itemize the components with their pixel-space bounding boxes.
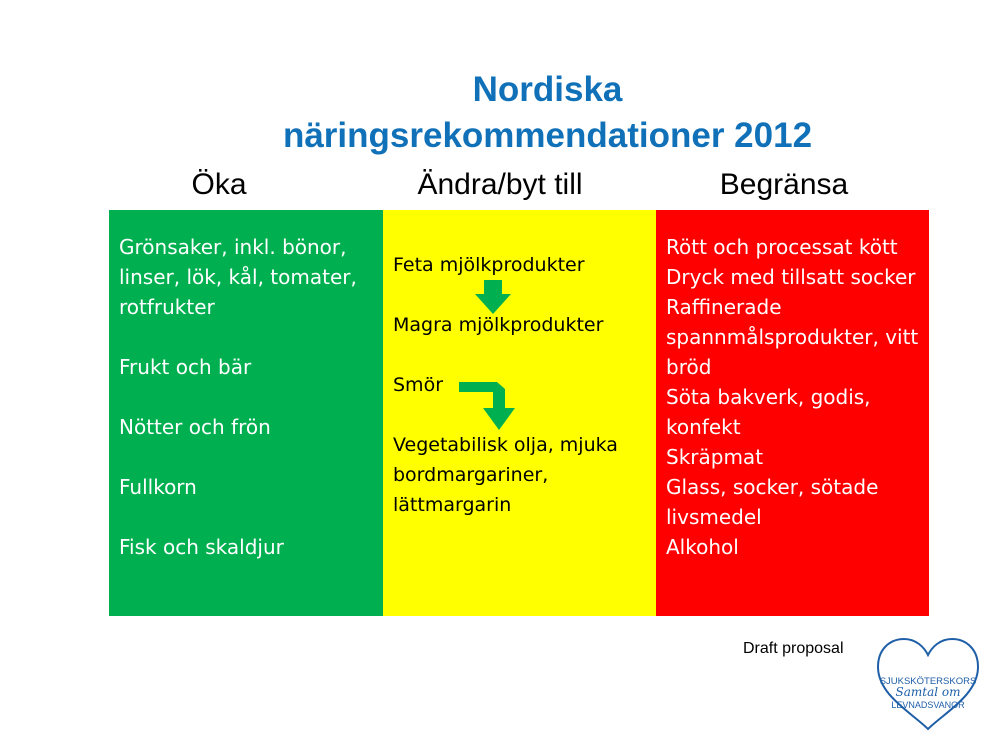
title-line-1: Nordiska: [472, 70, 623, 109]
header-oka: Öka: [191, 168, 247, 201]
logo-bottom-text: LEVNADSVANOR: [891, 700, 965, 710]
arrow-bent-down-icon: [459, 382, 517, 430]
title-line-2: näringsrekommendationer 2012: [282, 116, 813, 155]
oka-item: Frukt och bär: [119, 355, 252, 379]
begransa-item: Raffinerade spannmålsprodukter, vitt bröd: [666, 295, 919, 379]
begransa-item: Alkohol: [666, 535, 739, 559]
begransa-item: Söta bakverk, godis, konfekt: [666, 385, 871, 439]
andra-item: Vegetabilisk olja, mjuka bordmargariner, lättmargarin: [393, 434, 618, 516]
draft-proposal-label: Draft proposal: [743, 640, 844, 657]
oka-item: Grönsaker, inkl. bönor, linser, lök, kål, tomater, rotfrukter: [119, 235, 357, 319]
heart-logo-icon: [872, 633, 984, 733]
arrow-down-icon: [475, 280, 511, 314]
header-begransa: Begränsa: [719, 168, 849, 201]
logo-middle-text: Samtal om: [895, 685, 961, 699]
begransa-item: Dryck med tillsatt socker: [666, 265, 916, 289]
logo-top-text: SJUKSKÖTERSKORS: [879, 676, 977, 687]
header-andra: Ändra/byt till: [417, 168, 583, 201]
oka-item: Fullkorn: [119, 475, 197, 499]
begransa-item: Skräpmat: [666, 445, 764, 469]
column-oka: [109, 210, 383, 616]
begransa-item: Glass, socker, sötade livsmedel: [666, 475, 879, 529]
andra-item: Magra mjölkprodukter: [393, 314, 604, 336]
oka-item: Nötter och frön: [119, 415, 271, 439]
begransa-item: Rött och processat kött: [666, 235, 898, 259]
andra-item: Feta mjölkprodukter: [393, 254, 585, 276]
column-andra: [383, 210, 656, 616]
andra-item: Smör: [393, 374, 444, 396]
oka-item: Fisk och skaldjur: [119, 535, 284, 559]
column-begransa: [656, 210, 929, 616]
